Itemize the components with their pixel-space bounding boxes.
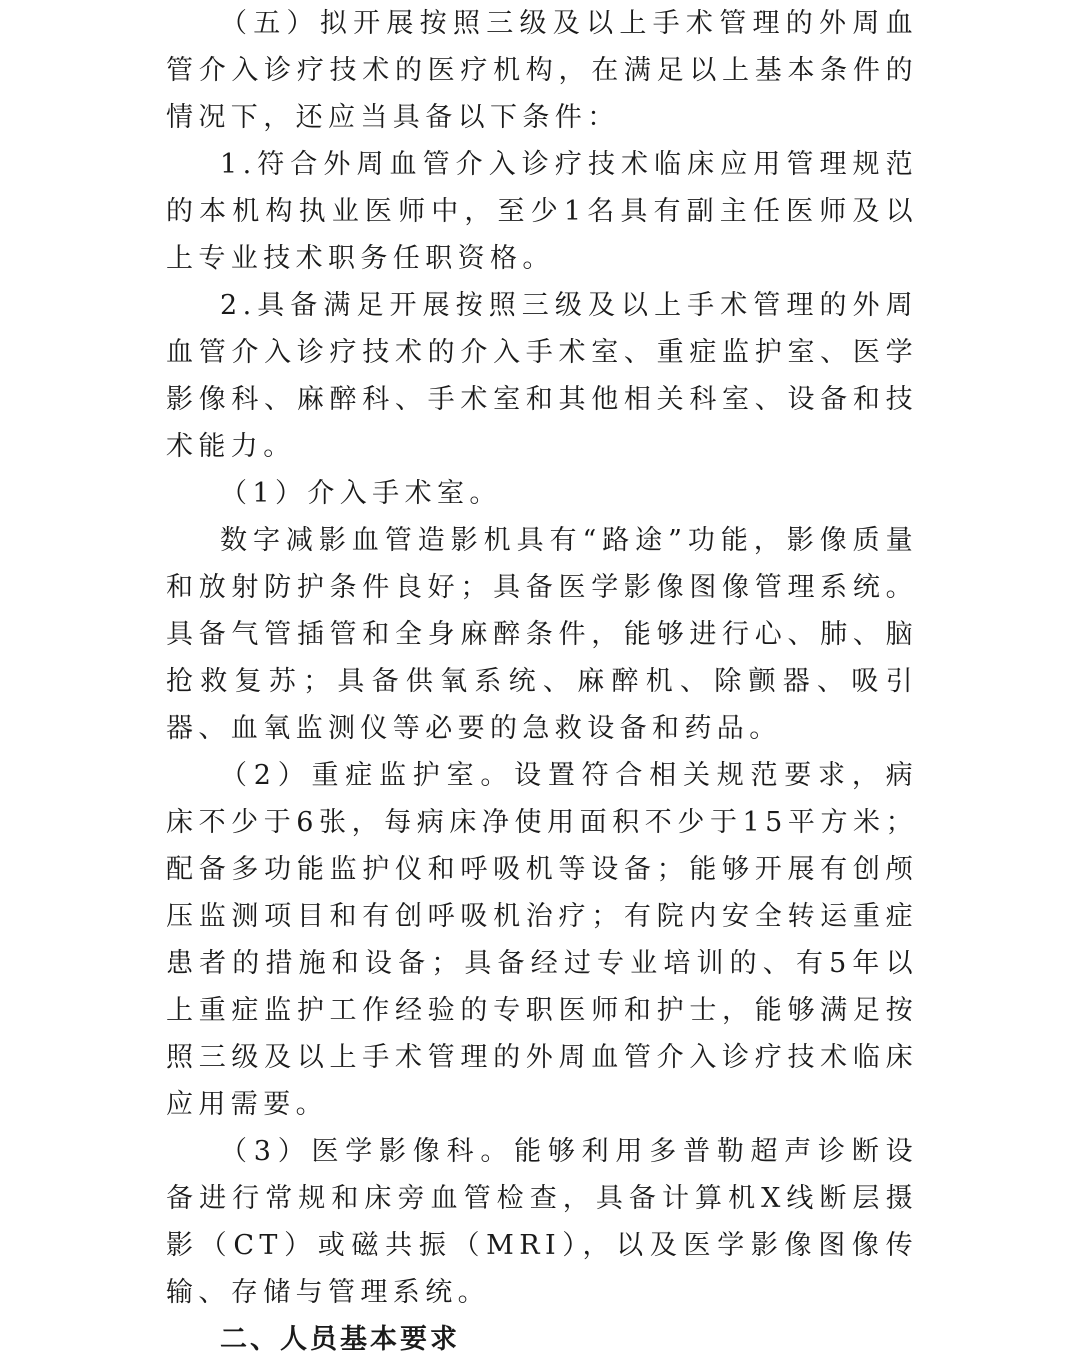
paragraph-subitem-1-body: 数字减影血管造影机具有“路途”功能，影像质量和放射防护条件良好；具备医学影像图像管理系统。具备气管插管和全身麻醉条件，能够进行心、肺、脑抢救复苏；具备供氧系统、麻醉机、除颤器、吸引器、血氧监测仪等必要的急救设备和药品。 (166, 525, 918, 744)
paragraph-subitem-1-title: （1）介入手术室。 (220, 478, 502, 509)
paragraph-section-five-intro: （五）拟开展按照三级及以上手术管理的外周血管介入诊疗技术的医疗机构，在满足以上基本条件的情况下，还应当具备以下条件： (166, 8, 918, 133)
paragraph-item-2-facility-requirement: 2.具备满足开展按照三级及以上手术管理的外周血管介入诊疗技术的介入手术室、重症监护室、医学影像科、麻醉科、手术室和其他相关科室、设备和技术能力。 (166, 290, 918, 462)
paragraph-item-1-physician-requirement: 1.符合外周血管介入诊疗技术临床应用管理规范的本机构执业医师中，至少1名具有副主任医师及以上专业技术职务任职资格。 (166, 149, 918, 274)
paragraph-subitem-3-imaging: （3）医学影像科。能够利用多普勒超声诊断设备进行常规和床旁血管检查，具备计算机X线断层摄影（CT）或磁共振（MRI），以及医学影像图像传输、存储与管理系统。 (166, 1136, 918, 1308)
section-heading-personnel: 二、人员基本要求 (220, 1324, 460, 1355)
document-body (166, 0, 918, 1363)
paragraph-subitem-2-icu: （2）重症监护室。设置符合相关规范要求，病床不少于6张，每病床净使用面积不少于15平方米；配备多功能监护仪和呼吸机等设备；能够开展有创颅压监测项目和有创呼吸机治疗；有院内安全转运重症患者的措施和设备；具备经过专业培训的、有5年以上重症监护工作经验的专职医师和护士，能够满足按照三级及以上手术管理的外周血管介入诊疗技术临床应用需要。 (166, 760, 918, 1120)
